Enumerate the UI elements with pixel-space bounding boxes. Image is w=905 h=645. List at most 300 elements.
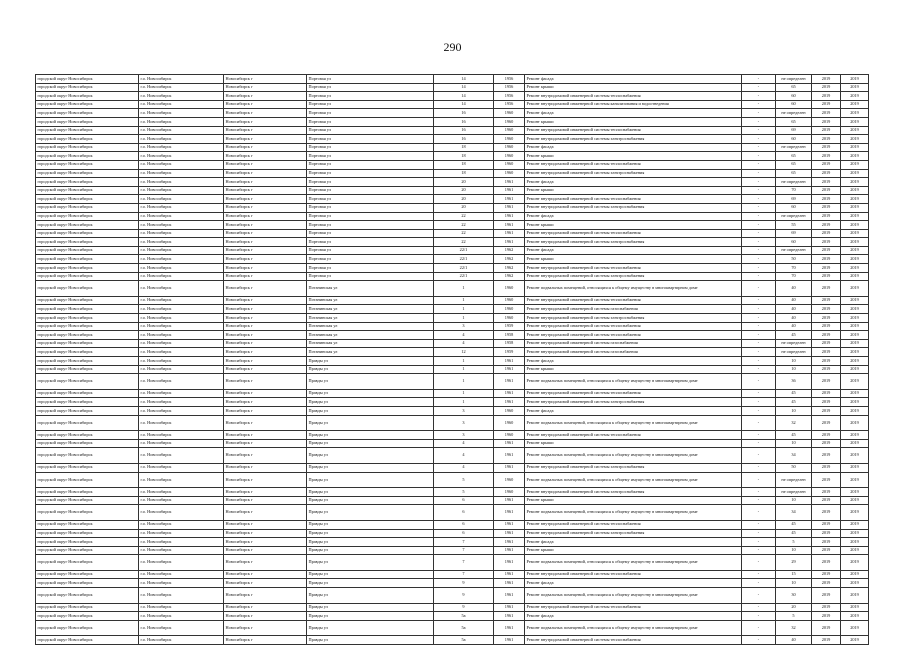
district-cell: г.о. Новосибирск xyxy=(139,603,224,612)
district-cell: г.о. Новосибирск xyxy=(139,100,224,109)
municipality-cell: городской округ Новосибирск xyxy=(36,389,139,398)
dash-cell: - xyxy=(742,529,776,538)
municipality-cell: городской округ Новосибирск xyxy=(36,272,139,281)
table-row xyxy=(36,75,869,84)
house-number-cell: 5а xyxy=(434,612,494,621)
value-cell: 60 xyxy=(776,92,812,101)
year-start-cell: 2019 xyxy=(812,603,841,612)
street-cell: Потанинская ул xyxy=(307,331,434,340)
street-cell: Правды ул xyxy=(307,389,434,398)
dash-cell: - xyxy=(742,83,776,92)
build-year-cell: 1960 xyxy=(494,160,525,169)
year-end-cell: 2019 xyxy=(841,186,869,195)
table-row xyxy=(36,109,869,118)
build-year-cell: 1961 xyxy=(494,570,525,579)
year-start-cell: 2019 xyxy=(812,472,841,488)
year-end-cell: 2019 xyxy=(841,357,869,366)
city-cell: Новосибирск г xyxy=(224,160,307,169)
build-year-cell: 1958 xyxy=(494,339,525,348)
year-end-cell: 2019 xyxy=(841,314,869,323)
table-row xyxy=(36,496,869,505)
year-end-cell: 2019 xyxy=(841,255,869,264)
house-number-cell: 4 xyxy=(434,331,494,340)
house-number-cell: 1 xyxy=(434,365,494,374)
year-end-cell: 2019 xyxy=(841,169,869,178)
city-cell: Новосибирск г xyxy=(224,389,307,398)
district-cell: г.о. Новосибирск xyxy=(139,255,224,264)
street-cell: Портовая ул xyxy=(307,83,434,92)
house-number-cell: 5а xyxy=(434,620,494,636)
work-type-cell: Ремонт внутридомовой инженерной системы теплоснабжения xyxy=(525,195,742,204)
year-start-cell: 2019 xyxy=(812,195,841,204)
work-type-cell: Ремонт фасада xyxy=(525,109,742,118)
year-start-cell: 2019 xyxy=(812,229,841,238)
house-number-cell: 1 xyxy=(434,374,494,390)
work-type-cell: Ремонт фасада xyxy=(525,75,742,84)
table-row xyxy=(36,195,869,204)
house-number-cell: 6 xyxy=(434,520,494,529)
build-year-cell: 1961 xyxy=(494,463,525,472)
work-type-cell: Ремонт внутридомовой инженерной системы электроснабжения xyxy=(525,314,742,323)
district-cell: г.о. Новосибирск xyxy=(139,117,224,126)
municipality-cell: городской округ Новосибирск xyxy=(36,398,139,407)
table-row xyxy=(36,406,869,415)
build-year-cell: 1961 xyxy=(494,538,525,547)
house-number-cell: 3 xyxy=(434,431,494,440)
city-cell: Новосибирск г xyxy=(224,195,307,204)
municipality-cell: городской округ Новосибирск xyxy=(36,348,139,357)
house-number-cell: 18 xyxy=(434,143,494,152)
year-end-cell: 2019 xyxy=(841,272,869,281)
municipality-cell: городской округ Новосибирск xyxy=(36,83,139,92)
district-cell: г.о. Новосибирск xyxy=(139,579,224,588)
work-type-cell: Ремонт фасада xyxy=(525,357,742,366)
municipality-cell: городской округ Новосибирск xyxy=(36,281,139,297)
table-row xyxy=(36,620,869,636)
district-cell: г.о. Новосибирск xyxy=(139,160,224,169)
year-end-cell: 2019 xyxy=(841,415,869,431)
value-cell: не определен xyxy=(776,75,812,84)
street-cell: Потанинская ул xyxy=(307,322,434,331)
city-cell: Новосибирск г xyxy=(224,448,307,464)
build-year-cell: 1960 xyxy=(494,488,525,497)
house-number-cell: 1 xyxy=(434,296,494,305)
district-cell: г.о. Новосибирск xyxy=(139,570,224,579)
year-end-cell: 2019 xyxy=(841,238,869,247)
year-end-cell: 2019 xyxy=(841,546,869,555)
district-cell: г.о. Новосибирск xyxy=(139,472,224,488)
municipality-cell: городской округ Новосибирск xyxy=(36,579,139,588)
municipality-cell: городской округ Новосибирск xyxy=(36,264,139,273)
district-cell: г.о. Новосибирск xyxy=(139,339,224,348)
work-type-cell: Ремонт подвальных помещений, относящихся к общему имуществу в многоквартирном доме xyxy=(525,281,742,297)
house-number-cell: 20 xyxy=(434,186,494,195)
street-cell: Портовая ул xyxy=(307,160,434,169)
house-number-cell: 22 xyxy=(434,238,494,247)
dash-cell: - xyxy=(742,126,776,135)
district-cell: г.о. Новосибирск xyxy=(139,203,224,212)
value-cell: 40 xyxy=(776,636,812,645)
municipality-cell: городской округ Новосибирск xyxy=(36,555,139,571)
work-type-cell: Ремонт фасада xyxy=(525,246,742,255)
year-start-cell: 2019 xyxy=(812,529,841,538)
street-cell: Правды ул xyxy=(307,398,434,407)
build-year-cell: 1961 xyxy=(494,555,525,571)
work-type-cell: Ремонт внутридомовой инженерной системы теплоснабжения xyxy=(525,389,742,398)
work-type-cell: Ремонт внутридомовой инженерной системы теплоснабжения xyxy=(525,431,742,440)
dash-cell: - xyxy=(742,520,776,529)
year-start-cell: 2019 xyxy=(812,322,841,331)
city-cell: Новосибирск г xyxy=(224,505,307,521)
work-type-cell: Ремонт крыши xyxy=(525,496,742,505)
municipality-cell: городской округ Новосибирск xyxy=(36,314,139,323)
work-type-cell: Ремонт внутридомовой инженерной системы теплоснабжения xyxy=(525,126,742,135)
year-end-cell: 2019 xyxy=(841,339,869,348)
work-type-cell: Ремонт внутридомовой инженерной системы теплоснабжения xyxy=(525,229,742,238)
year-start-cell: 2019 xyxy=(812,212,841,221)
year-end-cell: 2019 xyxy=(841,555,869,571)
table-row xyxy=(36,272,869,281)
year-start-cell: 2019 xyxy=(812,588,841,604)
year-end-cell: 2019 xyxy=(841,472,869,488)
street-cell: Правды ул xyxy=(307,538,434,547)
municipality-cell: городской округ Новосибирск xyxy=(36,246,139,255)
work-type-cell: Ремонт фасада xyxy=(525,612,742,621)
table-row xyxy=(36,448,869,464)
value-cell: 69 xyxy=(776,126,812,135)
house-number-cell: 16 xyxy=(434,135,494,144)
year-end-cell: 2019 xyxy=(841,109,869,118)
work-type-cell: Ремонт крыши xyxy=(525,152,742,161)
table-row xyxy=(36,281,869,297)
house-number-cell: 5а xyxy=(434,636,494,645)
street-cell: Правды ул xyxy=(307,546,434,555)
build-year-cell: 1961 xyxy=(494,505,525,521)
work-type-cell: Ремонт фасада xyxy=(525,579,742,588)
city-cell: Новосибирск г xyxy=(224,439,307,448)
year-start-cell: 2019 xyxy=(812,612,841,621)
house-number-cell: 22 xyxy=(434,229,494,238)
municipality-cell: городской округ Новосибирск xyxy=(36,620,139,636)
year-end-cell: 2019 xyxy=(841,296,869,305)
build-year-cell: 1956 xyxy=(494,92,525,101)
year-start-cell: 2019 xyxy=(812,505,841,521)
city-cell: Новосибирск г xyxy=(224,538,307,547)
city-cell: Новосибирск г xyxy=(224,588,307,604)
year-end-cell: 2019 xyxy=(841,75,869,84)
street-cell: Правды ул xyxy=(307,636,434,645)
value-cell: 30 xyxy=(776,588,812,604)
city-cell: Новосибирск г xyxy=(224,143,307,152)
value-cell: 45 xyxy=(776,331,812,340)
build-year-cell: 1961 xyxy=(494,398,525,407)
city-cell: Новосибирск г xyxy=(224,398,307,407)
year-end-cell: 2019 xyxy=(841,603,869,612)
table-row xyxy=(36,538,869,547)
dash-cell: - xyxy=(742,448,776,464)
year-start-cell: 2019 xyxy=(812,117,841,126)
work-type-cell: Ремонт подвальных помещений, относящихся к общему имуществу в многоквартирном доме xyxy=(525,505,742,521)
value-cell: 10 xyxy=(776,357,812,366)
municipality-cell: городской округ Новосибирск xyxy=(36,178,139,187)
dash-cell: - xyxy=(742,588,776,604)
value-cell: 55 xyxy=(776,221,812,230)
district-cell: г.о. Новосибирск xyxy=(139,135,224,144)
value-cell: не определен xyxy=(776,339,812,348)
build-year-cell: 1962 xyxy=(494,272,525,281)
dash-cell: - xyxy=(742,186,776,195)
district-cell: г.о. Новосибирск xyxy=(139,314,224,323)
work-type-cell: Ремонт внутридомовой инженерной системы газоснабжения xyxy=(525,305,742,314)
work-type-cell: Ремонт крыши xyxy=(525,255,742,264)
municipality-cell: городской округ Новосибирск xyxy=(36,109,139,118)
year-end-cell: 2019 xyxy=(841,135,869,144)
dash-cell: - xyxy=(742,100,776,109)
year-end-cell: 2019 xyxy=(841,636,869,645)
street-cell: Правды ул xyxy=(307,520,434,529)
city-cell: Новосибирск г xyxy=(224,488,307,497)
table-row xyxy=(36,322,869,331)
house-number-cell: 22/1 xyxy=(434,272,494,281)
work-type-cell: Ремонт внутридомовой инженерной системы теплоснабжения xyxy=(525,636,742,645)
value-cell: 32 xyxy=(776,415,812,431)
city-cell: Новосибирск г xyxy=(224,374,307,390)
city-cell: Новосибирск г xyxy=(224,520,307,529)
value-cell: 10 xyxy=(776,365,812,374)
build-year-cell: 1961 xyxy=(494,221,525,230)
dash-cell: - xyxy=(742,439,776,448)
work-type-cell: Ремонт фасада xyxy=(525,538,742,547)
year-end-cell: 2019 xyxy=(841,505,869,521)
house-number-cell: 16 xyxy=(434,109,494,118)
district-cell: г.о. Новосибирск xyxy=(139,636,224,645)
dash-cell: - xyxy=(742,75,776,84)
municipality-cell: городской округ Новосибирск xyxy=(36,229,139,238)
dash-cell: - xyxy=(742,472,776,488)
house-number-cell: 12 xyxy=(434,348,494,357)
municipality-cell: городской округ Новосибирск xyxy=(36,636,139,645)
build-year-cell: 1961 xyxy=(494,529,525,538)
table-row xyxy=(36,398,869,407)
district-cell: г.о. Новосибирск xyxy=(139,431,224,440)
work-type-cell: Ремонт внутридомовой инженерной системы теплоснабжения xyxy=(525,296,742,305)
city-cell: Новосибирск г xyxy=(224,570,307,579)
city-cell: Новосибирск г xyxy=(224,620,307,636)
dash-cell: - xyxy=(742,603,776,612)
house-number-cell: 14 xyxy=(434,100,494,109)
district-cell: г.о. Новосибирск xyxy=(139,195,224,204)
value-cell: 65 xyxy=(776,160,812,169)
build-year-cell: 1960 xyxy=(494,431,525,440)
year-start-cell: 2019 xyxy=(812,126,841,135)
street-cell: Правды ул xyxy=(307,357,434,366)
street-cell: Правды ул xyxy=(307,579,434,588)
table-row xyxy=(36,100,869,109)
value-cell: 69 xyxy=(776,195,812,204)
city-cell: Новосибирск г xyxy=(224,415,307,431)
value-cell: 69 xyxy=(776,229,812,238)
build-year-cell: 1959 xyxy=(494,348,525,357)
municipality-cell: городской округ Новосибирск xyxy=(36,448,139,464)
district-cell: г.о. Новосибирск xyxy=(139,264,224,273)
district-cell: г.о. Новосибирск xyxy=(139,143,224,152)
dash-cell: - xyxy=(742,546,776,555)
work-type-cell: Ремонт внутридомовой инженерной системы теплоснабжения xyxy=(525,331,742,340)
build-year-cell: 1960 xyxy=(494,109,525,118)
year-end-cell: 2019 xyxy=(841,305,869,314)
dash-cell: - xyxy=(742,169,776,178)
street-cell: Правды ул xyxy=(307,374,434,390)
house-number-cell: 4 xyxy=(434,463,494,472)
table-row xyxy=(36,389,869,398)
year-start-cell: 2019 xyxy=(812,357,841,366)
value-cell: 10 xyxy=(776,406,812,415)
dash-cell: - xyxy=(742,305,776,314)
district-cell: г.о. Новосибирск xyxy=(139,296,224,305)
work-type-cell: Ремонт внутридомовой инженерной системы электроснабжения xyxy=(525,488,742,497)
year-start-cell: 2019 xyxy=(812,314,841,323)
city-cell: Новосибирск г xyxy=(224,92,307,101)
work-type-cell: Ремонт крыши xyxy=(525,186,742,195)
street-cell: Портовая ул xyxy=(307,169,434,178)
build-year-cell: 1961 xyxy=(494,203,525,212)
dash-cell: - xyxy=(742,348,776,357)
dash-cell: - xyxy=(742,389,776,398)
value-cell: 45 xyxy=(776,389,812,398)
municipality-cell: городской округ Новосибирск xyxy=(36,169,139,178)
table-row xyxy=(36,331,869,340)
city-cell: Новосибирск г xyxy=(224,186,307,195)
work-type-cell: Ремонт внутридомовой инженерной системы теплоснабжения xyxy=(525,264,742,273)
table-row xyxy=(36,636,869,645)
municipality-cell: городской округ Новосибирск xyxy=(36,538,139,547)
year-start-cell: 2019 xyxy=(812,348,841,357)
year-start-cell: 2019 xyxy=(812,281,841,297)
year-start-cell: 2019 xyxy=(812,75,841,84)
value-cell: 50 xyxy=(776,463,812,472)
city-cell: Новосибирск г xyxy=(224,126,307,135)
repair-register-table xyxy=(35,74,869,645)
work-type-cell: Ремонт подвальных помещений, относящихся к общему имуществу в многоквартирном доме xyxy=(525,448,742,464)
table-row xyxy=(36,579,869,588)
table-row xyxy=(36,117,869,126)
house-number-cell: 22 xyxy=(434,221,494,230)
district-cell: г.о. Новосибирск xyxy=(139,212,224,221)
district-cell: г.о. Новосибирск xyxy=(139,221,224,230)
build-year-cell: 1960 xyxy=(494,117,525,126)
build-year-cell: 1962 xyxy=(494,246,525,255)
register-body xyxy=(36,75,869,645)
municipality-cell: городской округ Новосибирск xyxy=(36,520,139,529)
table-row xyxy=(36,143,869,152)
street-cell: Правды ул xyxy=(307,448,434,464)
dash-cell: - xyxy=(742,246,776,255)
value-cell: 65 xyxy=(776,117,812,126)
value-cell: 20 xyxy=(776,603,812,612)
municipality-cell: городской округ Новосибирск xyxy=(36,75,139,84)
table-row xyxy=(36,415,869,431)
value-cell: 65 xyxy=(776,169,812,178)
municipality-cell: городской округ Новосибирск xyxy=(36,612,139,621)
work-type-cell: Ремонт внутридомовой инженерной системы электроснабжения xyxy=(525,398,742,407)
table-row xyxy=(36,431,869,440)
city-cell: Новосибирск г xyxy=(224,365,307,374)
table-row xyxy=(36,603,869,612)
district-cell: г.о. Новосибирск xyxy=(139,331,224,340)
build-year-cell: 1960 xyxy=(494,169,525,178)
year-start-cell: 2019 xyxy=(812,331,841,340)
district-cell: г.о. Новосибирск xyxy=(139,322,224,331)
street-cell: Потанинская ул xyxy=(307,314,434,323)
year-end-cell: 2019 xyxy=(841,398,869,407)
dash-cell: - xyxy=(742,314,776,323)
city-cell: Новосибирск г xyxy=(224,100,307,109)
build-year-cell: 1961 xyxy=(494,178,525,187)
city-cell: Новосибирск г xyxy=(224,83,307,92)
street-cell: Правды ул xyxy=(307,588,434,604)
district-cell: г.о. Новосибирск xyxy=(139,463,224,472)
street-cell: Потанинская ул xyxy=(307,339,434,348)
year-start-cell: 2019 xyxy=(812,415,841,431)
dash-cell: - xyxy=(742,117,776,126)
street-cell: Правды ул xyxy=(307,620,434,636)
district-cell: г.о. Новосибирск xyxy=(139,496,224,505)
street-cell: Потанинская ул xyxy=(307,281,434,297)
table-row xyxy=(36,169,869,178)
dash-cell: - xyxy=(742,92,776,101)
table-row xyxy=(36,472,869,488)
build-year-cell: 1960 xyxy=(494,305,525,314)
street-cell: Правды ул xyxy=(307,555,434,571)
dash-cell: - xyxy=(742,322,776,331)
municipality-cell: городской округ Новосибирск xyxy=(36,374,139,390)
year-start-cell: 2019 xyxy=(812,496,841,505)
year-start-cell: 2019 xyxy=(812,221,841,230)
district-cell: г.о. Новосибирск xyxy=(139,272,224,281)
dash-cell: - xyxy=(742,488,776,497)
year-end-cell: 2019 xyxy=(841,374,869,390)
year-start-cell: 2019 xyxy=(812,92,841,101)
build-year-cell: 1961 xyxy=(494,238,525,247)
year-end-cell: 2019 xyxy=(841,178,869,187)
year-end-cell: 2019 xyxy=(841,406,869,415)
build-year-cell: 1961 xyxy=(494,439,525,448)
build-year-cell: 1961 xyxy=(494,448,525,464)
street-cell: Портовая ул xyxy=(307,135,434,144)
year-end-cell: 2019 xyxy=(841,212,869,221)
dash-cell: - xyxy=(742,195,776,204)
street-cell: Портовая ул xyxy=(307,221,434,230)
year-end-cell: 2019 xyxy=(841,431,869,440)
house-number-cell: 16 xyxy=(434,117,494,126)
city-cell: Новосибирск г xyxy=(224,169,307,178)
year-start-cell: 2019 xyxy=(812,620,841,636)
street-cell: Портовая ул xyxy=(307,229,434,238)
value-cell: 60 xyxy=(776,203,812,212)
value-cell: 60 xyxy=(776,238,812,247)
work-type-cell: Ремонт крыши xyxy=(525,439,742,448)
street-cell: Портовая ул xyxy=(307,203,434,212)
build-year-cell: 1961 xyxy=(494,357,525,366)
dash-cell: - xyxy=(742,143,776,152)
year-start-cell: 2019 xyxy=(812,538,841,547)
municipality-cell: городской округ Новосибирск xyxy=(36,406,139,415)
year-end-cell: 2019 xyxy=(841,117,869,126)
year-start-cell: 2019 xyxy=(812,264,841,273)
year-start-cell: 2019 xyxy=(812,463,841,472)
municipality-cell: городской округ Новосибирск xyxy=(36,238,139,247)
value-cell: 60 xyxy=(776,100,812,109)
